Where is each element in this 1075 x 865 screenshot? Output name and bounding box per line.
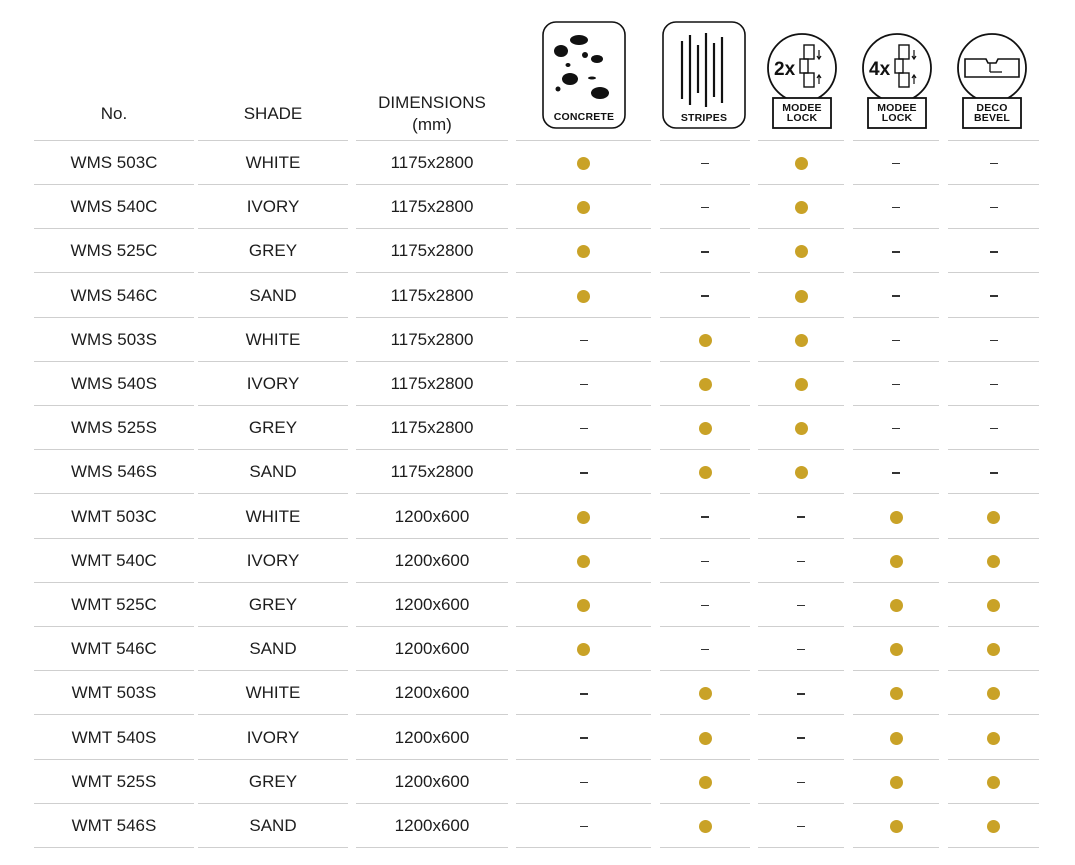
table-row — [0, 185, 1075, 229]
row-separator — [198, 847, 348, 848]
modee-lock-4x-cell — [853, 318, 939, 362]
modee-lock-4x-feature-header — [861, 32, 933, 130]
available-dot-icon — [577, 643, 590, 656]
product-number: WMS 546C — [70, 285, 158, 305]
modee-lock-4x-cell — [853, 804, 939, 848]
dimensions-cell: 1200x600 — [394, 595, 470, 614]
concrete-cell — [516, 760, 651, 804]
not-available-dash-icon — [892, 472, 900, 473]
available-dot-icon — [699, 378, 712, 391]
shade-cell: WHITE — [245, 329, 301, 349]
modee-lock-4x-cell — [853, 760, 939, 804]
modee-lock-2x-cell — [758, 185, 844, 229]
shade-cell: WHITE — [245, 683, 301, 703]
row-separator — [660, 847, 750, 848]
not-available-dash-icon — [990, 384, 998, 385]
not-available-dash-icon — [797, 826, 805, 827]
modee-lock-4x-cell — [853, 716, 939, 760]
modee-lock-4x-cell — [853, 583, 939, 627]
modee-lock-4x-cell — [853, 450, 939, 494]
concrete-cell — [516, 450, 651, 494]
stripes-feature-header — [662, 21, 746, 129]
modee-lock-4x-cell — [853, 671, 939, 715]
row-separator — [34, 847, 194, 848]
modee-lock-4x-cell — [853, 495, 939, 539]
stripes-cell — [660, 318, 750, 362]
header-dimensions — [356, 92, 508, 136]
dimensions-cell: 1175x2800 — [390, 285, 474, 305]
dimensions-cell: 1175x2800 — [390, 462, 474, 482]
available-dot-icon — [699, 820, 712, 833]
available-dot-icon — [577, 290, 590, 303]
not-available-dash-icon — [701, 605, 709, 606]
deco-bevel-cell — [948, 318, 1039, 362]
table-row — [0, 804, 1075, 848]
concrete-cell — [516, 229, 651, 273]
not-available-dash-icon — [797, 649, 805, 650]
product-number: WMS 525C — [70, 241, 158, 261]
not-available-dash-icon — [892, 295, 900, 296]
deco-bevel-cell — [948, 804, 1039, 848]
modee-lock-4x-cell — [853, 141, 939, 185]
product-number: WMT 525C — [71, 595, 157, 614]
not-available-dash-icon — [990, 428, 998, 429]
table-row — [0, 450, 1075, 494]
row-separator — [948, 847, 1039, 848]
not-available-dash-icon — [990, 207, 998, 208]
modee-lock-2x-cell — [758, 495, 844, 539]
deco-bevel-label-line2: BEVEL — [973, 112, 1010, 124]
not-available-dash-icon — [701, 649, 709, 650]
concrete-cell — [516, 406, 651, 450]
available-dot-icon — [577, 599, 590, 612]
available-dot-icon — [795, 334, 808, 347]
not-available-dash-icon — [990, 295, 998, 296]
deco-bevel-cell — [948, 229, 1039, 273]
available-dot-icon — [795, 290, 808, 303]
modee-lock-2x-count: 2x — [774, 59, 796, 80]
modee-lock-2x-cell — [758, 141, 844, 185]
available-dot-icon — [987, 820, 1000, 833]
shade-cell: SAND — [249, 285, 297, 305]
stripes-cell — [660, 760, 750, 804]
modee-lock-2x-cell — [758, 450, 844, 494]
dimensions-cell: 1200x600 — [394, 550, 470, 570]
not-available-dash-icon — [892, 251, 900, 252]
deco-bevel-cell — [948, 185, 1039, 229]
available-dot-icon — [890, 776, 903, 789]
not-available-dash-icon — [580, 782, 588, 783]
modee-lock-2x-cell — [758, 406, 844, 450]
concrete-cell — [516, 539, 651, 583]
shade-cell: IVORY — [246, 374, 300, 393]
deco-bevel-cell — [948, 450, 1039, 494]
not-available-dash-icon — [892, 340, 900, 341]
product-number: WMS 540S — [71, 374, 157, 393]
header-dimensions-line1: DIMENSIONS — [378, 93, 486, 112]
available-dot-icon — [699, 732, 712, 745]
available-dot-icon — [987, 732, 1000, 745]
available-dot-icon — [890, 687, 903, 700]
not-available-dash-icon — [580, 737, 588, 738]
deco-bevel-cell — [948, 671, 1039, 715]
available-dot-icon — [795, 157, 808, 170]
product-number: WMT 503S — [71, 683, 157, 703]
not-available-dash-icon — [990, 251, 998, 252]
dimensions-cell: 1175x2800 — [390, 418, 474, 438]
not-available-dash-icon — [701, 207, 709, 208]
stripes-cell — [660, 627, 750, 671]
available-dot-icon — [577, 245, 590, 258]
available-dot-icon — [795, 466, 808, 479]
not-available-dash-icon — [580, 428, 588, 429]
modee-lock-2x-cell — [758, 671, 844, 715]
available-dot-icon — [987, 599, 1000, 612]
row-separator — [356, 847, 508, 848]
table-row — [0, 318, 1075, 362]
table-row — [0, 141, 1075, 185]
modee-lock-4x-label-line2: LOCK — [881, 112, 913, 124]
modee-lock-2x-cell — [758, 539, 844, 583]
not-available-dash-icon — [797, 516, 805, 517]
product-number: WMT 540S — [71, 727, 157, 747]
shade-cell: IVORY — [246, 727, 300, 747]
not-available-dash-icon — [701, 561, 709, 562]
modee-lock-2x-feature-header — [766, 32, 838, 130]
modee-lock-2x-cell — [758, 583, 844, 627]
modee-lock-2x-label-line1: MODEE — [782, 102, 822, 114]
shade-cell: IVORY — [246, 550, 300, 570]
dimensions-cell: 1175x2800 — [390, 153, 474, 172]
dimensions-cell: 1175x2800 — [390, 374, 474, 393]
available-dot-icon — [699, 776, 712, 789]
shade-cell: SAND — [249, 816, 297, 835]
product-number: WMS 540C — [70, 197, 158, 217]
modee-lock-2x-cell — [758, 804, 844, 848]
deco-bevel-feature-header — [956, 32, 1028, 130]
modee-lock-4x-cell — [853, 627, 939, 671]
not-available-dash-icon — [701, 163, 709, 164]
available-dot-icon — [890, 643, 903, 656]
available-dot-icon — [577, 555, 590, 568]
not-available-dash-icon — [580, 384, 588, 385]
not-available-dash-icon — [892, 207, 900, 208]
available-dot-icon — [987, 643, 1000, 656]
not-available-dash-icon — [797, 605, 805, 606]
deco-bevel-label — [956, 103, 1028, 123]
stripes-cell — [660, 539, 750, 583]
not-available-dash-icon — [701, 295, 709, 296]
stripes-cell — [660, 495, 750, 539]
concrete-cell — [516, 583, 651, 627]
not-available-dash-icon — [580, 340, 588, 341]
deco-bevel-cell — [948, 716, 1039, 760]
concrete-label: CONCRETE — [553, 111, 615, 123]
available-dot-icon — [987, 511, 1000, 524]
modee-lock-2x-label-line2: LOCK — [786, 112, 818, 124]
shade-cell: WHITE — [245, 153, 301, 172]
modee-lock-2x-cell — [758, 318, 844, 362]
available-dot-icon — [795, 245, 808, 258]
modee-lock-4x-cell — [853, 406, 939, 450]
concrete-feature-header — [542, 21, 626, 129]
available-dot-icon — [795, 378, 808, 391]
product-number: WMT 525S — [71, 771, 157, 791]
available-dot-icon — [890, 511, 903, 524]
shade-cell: GREY — [248, 771, 298, 791]
modee-lock-4x-cell — [853, 274, 939, 318]
table-row — [0, 274, 1075, 318]
available-dot-icon — [987, 776, 1000, 789]
stripes-cell — [660, 274, 750, 318]
not-available-dash-icon — [990, 472, 998, 473]
deco-bevel-cell — [948, 274, 1039, 318]
product-number: WMS 525S — [71, 418, 157, 438]
available-dot-icon — [795, 422, 808, 435]
not-available-dash-icon — [892, 384, 900, 385]
deco-bevel-cell — [948, 362, 1039, 406]
header-dimensions-line2: (mm) — [412, 115, 452, 134]
dimensions-cell: 1200x600 — [394, 816, 470, 835]
modee-lock-2x-cell — [758, 229, 844, 273]
modee-lock-4x-cell — [853, 229, 939, 273]
concrete-cell — [516, 141, 651, 185]
header-no: No. — [100, 104, 128, 123]
dimensions-cell: 1200x600 — [394, 771, 470, 791]
stripes-cell — [660, 185, 750, 229]
concrete-cell — [516, 318, 651, 362]
dimensions-cell: 1175x2800 — [390, 329, 474, 349]
stripes-cell — [660, 804, 750, 848]
available-dot-icon — [890, 555, 903, 568]
table-row — [0, 495, 1075, 539]
stripes-cell — [660, 362, 750, 406]
deco-bevel-cell — [948, 141, 1039, 185]
row-separator — [516, 847, 651, 848]
stripes-cell — [660, 141, 750, 185]
shade-cell: GREY — [248, 241, 298, 261]
concrete-cell — [516, 671, 651, 715]
not-available-dash-icon — [701, 516, 709, 517]
dimensions-cell: 1200x600 — [394, 639, 470, 659]
product-number: WMT 503C — [71, 506, 157, 526]
concrete-cell — [516, 274, 651, 318]
modee-lock-2x-label — [766, 103, 838, 123]
table-row — [0, 583, 1075, 627]
product-number: WMS 546S — [71, 462, 157, 482]
shade-cell: GREY — [248, 418, 298, 438]
concrete-cell — [516, 362, 651, 406]
not-available-dash-icon — [580, 693, 588, 694]
product-number: WMT 546C — [71, 639, 157, 659]
shade-cell: SAND — [249, 462, 297, 482]
available-dot-icon — [890, 820, 903, 833]
stripes-cell — [660, 716, 750, 760]
table-row — [0, 406, 1075, 450]
shade-cell: WHITE — [245, 506, 301, 526]
deco-bevel-cell — [948, 495, 1039, 539]
modee-lock-4x-cell — [853, 185, 939, 229]
modee-lock-2x-cell — [758, 627, 844, 671]
deco-bevel-cell — [948, 760, 1039, 804]
concrete-cell — [516, 185, 651, 229]
concrete-cell — [516, 716, 651, 760]
modee-lock-2x-cell — [758, 274, 844, 318]
deco-bevel-label-line1: DECO — [976, 102, 1008, 114]
not-available-dash-icon — [892, 163, 900, 164]
stripes-cell — [660, 671, 750, 715]
product-number: WMS 503C — [70, 153, 158, 172]
table-row — [0, 539, 1075, 583]
deco-bevel-cell — [948, 539, 1039, 583]
available-dot-icon — [699, 687, 712, 700]
dimensions-cell: 1200x600 — [394, 727, 470, 747]
shade-cell: GREY — [248, 595, 298, 614]
not-available-dash-icon — [580, 826, 588, 827]
dimensions-cell: 1175x2800 — [390, 241, 474, 261]
available-dot-icon — [987, 687, 1000, 700]
not-available-dash-icon — [990, 340, 998, 341]
not-available-dash-icon — [701, 251, 709, 252]
stripes-cell — [660, 406, 750, 450]
deco-bevel-cell — [948, 583, 1039, 627]
not-available-dash-icon — [797, 782, 805, 783]
available-dot-icon — [699, 422, 712, 435]
modee-lock-2x-cell — [758, 716, 844, 760]
product-number: WMT 540C — [71, 550, 157, 570]
modee-lock-2x-cell — [758, 362, 844, 406]
table-row — [0, 362, 1075, 406]
not-available-dash-icon — [797, 693, 805, 694]
available-dot-icon — [890, 732, 903, 745]
modee-lock-4x-cell — [853, 362, 939, 406]
concrete-cell — [516, 495, 651, 539]
row-separator — [758, 847, 844, 848]
row-separator — [853, 847, 939, 848]
table-row — [0, 716, 1075, 760]
table-row — [0, 760, 1075, 804]
not-available-dash-icon — [797, 737, 805, 738]
modee-lock-4x-count: 4x — [869, 59, 891, 80]
deco-bevel-cell — [948, 406, 1039, 450]
shade-cell: SAND — [249, 639, 297, 659]
not-available-dash-icon — [797, 561, 805, 562]
concrete-cell — [516, 627, 651, 671]
modee-lock-4x-label-line1: MODEE — [877, 102, 917, 114]
table-row — [0, 671, 1075, 715]
not-available-dash-icon — [580, 472, 588, 473]
available-dot-icon — [577, 157, 590, 170]
dimensions-cell: 1200x600 — [394, 683, 470, 703]
header-shade: SHADE — [243, 104, 303, 123]
concrete-cell — [516, 804, 651, 848]
modee-lock-4x-label — [861, 103, 933, 123]
dimensions-cell: 1200x600 — [394, 506, 470, 526]
dimensions-cell: 1175x2800 — [390, 197, 474, 217]
available-dot-icon — [890, 599, 903, 612]
not-available-dash-icon — [892, 428, 900, 429]
stripes-cell — [660, 583, 750, 627]
shade-cell: IVORY — [246, 197, 300, 217]
table-row — [0, 627, 1075, 671]
available-dot-icon — [699, 334, 712, 347]
modee-lock-2x-cell — [758, 760, 844, 804]
stripes-cell — [660, 450, 750, 494]
available-dot-icon — [699, 466, 712, 479]
product-number: WMT 546S — [71, 816, 157, 835]
stripes-label: STRIPES — [680, 112, 728, 124]
available-dot-icon — [577, 511, 590, 524]
product-number: WMS 503S — [71, 329, 157, 349]
not-available-dash-icon — [990, 163, 998, 164]
available-dot-icon — [795, 201, 808, 214]
available-dot-icon — [987, 555, 1000, 568]
deco-bevel-cell — [948, 627, 1039, 671]
table-row — [0, 229, 1075, 273]
available-dot-icon — [577, 201, 590, 214]
stripes-cell — [660, 229, 750, 273]
modee-lock-4x-cell — [853, 539, 939, 583]
